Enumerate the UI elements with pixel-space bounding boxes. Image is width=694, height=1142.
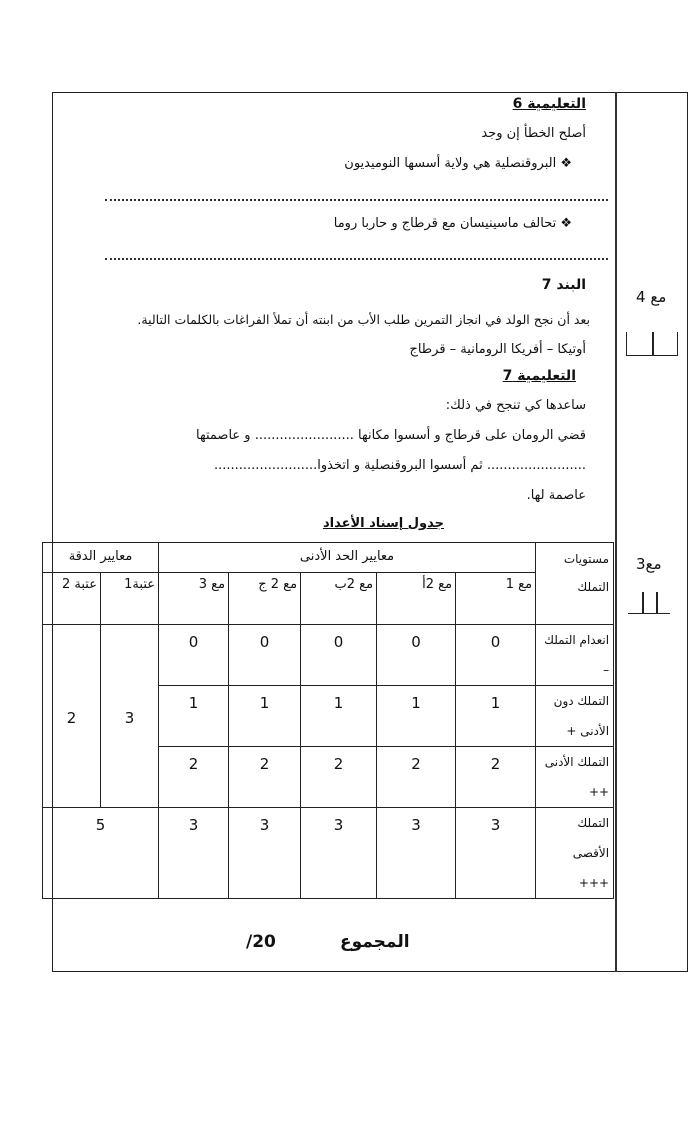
col-threshold-1: عتبة1 [101,573,159,625]
item-7-title: البند 7 [541,277,586,293]
cell: 1 [456,686,536,747]
col-c2c: مع 2 ج [229,573,301,625]
score-box-4[interactable] [626,332,678,356]
cell: 1 [301,686,377,747]
cell: 1 [159,686,229,747]
cell: 2 [229,747,301,808]
total-value[interactable]: /20 [246,932,276,952]
header-quality-criteria: معايير الدقة [43,543,159,573]
level-max: التملك الأقصى +++ [536,808,614,899]
instruction-6-bullet-1: ❖ البروقنصلية هي ولاية أسسها النوميديون [344,156,572,171]
cell: 0 [229,625,301,686]
col-threshold-2: عتبة 2 [43,573,101,625]
instruction-6-title: التعليمية 6 [512,96,586,112]
cell: 3 [456,808,536,899]
col-c1: مع 1 [456,573,536,625]
threshold-1-value: 3 [101,625,159,808]
instruction-6-bullet-2: ❖ تحالف ماسينيسان مع قرطاج و حاربا روما [333,216,572,231]
cell: 0 [377,625,456,686]
threshold-2-value: 2 [43,625,101,808]
answer-line-2[interactable] [105,258,608,260]
col-c2a: مع 2أ [377,573,456,625]
cell: 2 [301,747,377,808]
cell: 3 [159,808,229,899]
quality-total-value: 5 [43,808,159,899]
cell: 3 [229,808,301,899]
score-label-4: مع 4 [636,288,667,306]
level-min: التملك الأدنى ++ [536,747,614,808]
table-row [43,808,614,899]
cell: 1 [229,686,301,747]
score-label-3: مع3 [636,555,662,573]
instruction-7-line-2[interactable]: ........................ ثم أسسوا البروقنصلية و اتخذوا......................... [213,458,586,473]
item-7-text: بعد أن نجح الولد في انجاز التمرين طلب الأب من ابنته أن تملأ الفراغات بالكلمات التالية. [137,312,590,327]
cell: 2 [159,747,229,808]
instruction-7-title: التعليمية 7 [502,368,576,384]
table-row [43,625,614,686]
item-7-words: أوتيكا – أفريكا الرومانية – قرطاج [409,342,586,357]
score-box-3[interactable] [628,592,670,614]
cell: 2 [456,747,536,808]
grading-table [42,542,614,899]
cell: 0 [456,625,536,686]
cell: 0 [301,625,377,686]
grading-table-title: جدول إسناد الأعداد [322,516,444,531]
cell: 1 [377,686,456,747]
header-levels: مستويات التملك [536,543,614,625]
answer-line-1[interactable] [105,199,608,201]
score-column-divider [615,92,617,972]
col-c2b: مع 2ب [301,573,377,625]
cell: 2 [377,747,456,808]
instruction-6-prompt: أصلح الخطأ إن وجد [481,126,586,141]
cell: 3 [301,808,377,899]
level-below-min: التملك دون الأدنى + [536,686,614,747]
level-none: انعدام التملك – [536,625,614,686]
total-label: المجموع [340,932,410,952]
instruction-7-line-3: عاصمة لها. [526,488,586,503]
header-min-criteria: معايير الحد الأدنى [159,543,536,573]
cell: 3 [377,808,456,899]
instruction-7-line-1[interactable]: قضي الرومان على قرطاج و أسسوا مكانها ........................ و عاصمتها [196,428,586,443]
instruction-7-prompt: ساعدها كي تنجح في ذلك: [445,398,586,413]
cell: 0 [159,625,229,686]
col-c3: مع 3 [159,573,229,625]
